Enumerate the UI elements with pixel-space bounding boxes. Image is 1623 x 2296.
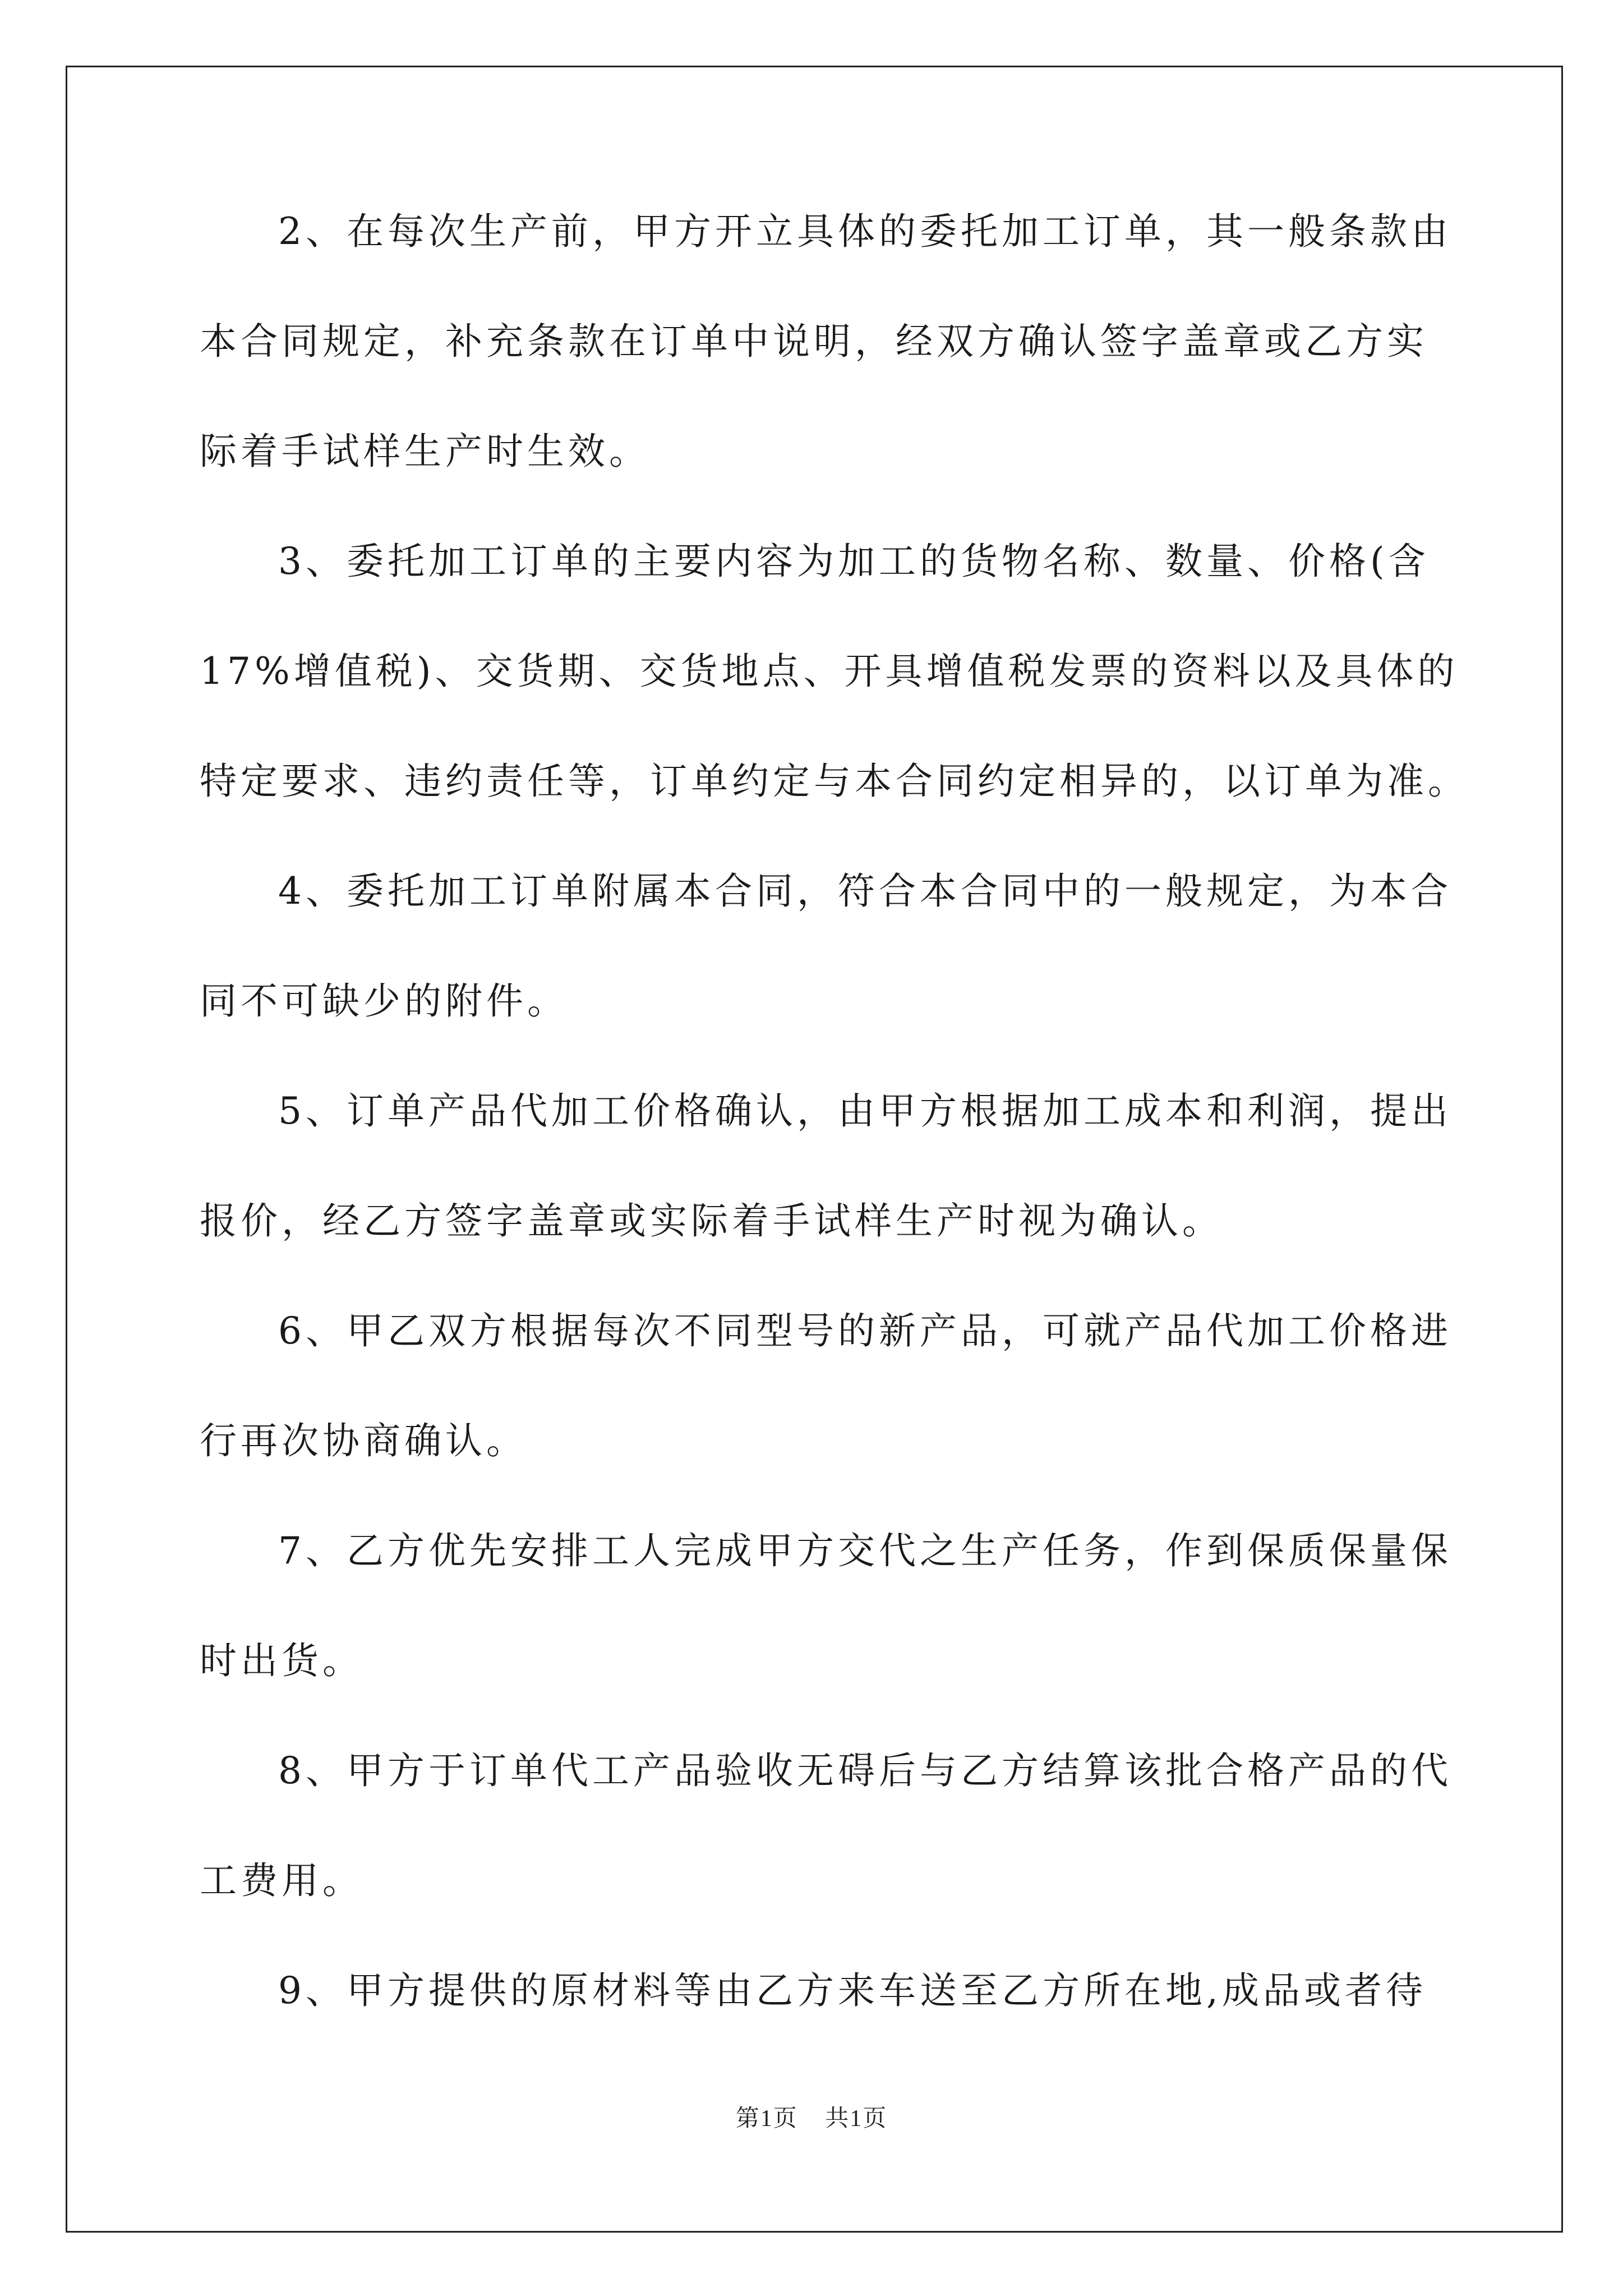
paragraph-2-line-3: 际着手试样生产时生效。 bbox=[200, 430, 650, 473]
paragraph-3-line-2: 17%增值税)、交货期、交货地点、开具增值税发票的资料以及具体的 bbox=[200, 650, 1459, 693]
paragraph-4-line-2: 同不可缺少的附件。 bbox=[200, 979, 568, 1023]
paragraph-4-line-1: 4、委托加工订单附属本合同，符合本合同中的一般规定，为本合 bbox=[278, 869, 1452, 913]
paragraph-5-line-1: 5、订单产品代加工价格确认，由甲方根据加工成本和利润，提出 bbox=[278, 1089, 1452, 1133]
paragraph-5-line-2: 报价，经乙方签字盖章或实际着手试样生产时视为确认。 bbox=[200, 1199, 1223, 1243]
paragraph-6-line-2: 行再次协商确认。 bbox=[200, 1419, 527, 1462]
page-total: 共1页 bbox=[825, 2106, 888, 2132]
paragraph-7-line-1: 7、乙方优先安排工人完成甲方交代之生产任务，作到保质保量保 bbox=[278, 1529, 1452, 1572]
paragraph-9-line-1: 9、甲方提供的原材料等由乙方来车送至乙方所在地,成品或者待 bbox=[278, 1969, 1427, 2012]
paragraph-3-line-3: 特定要求、违约责任等，订单约定与本合同约定相异的，以订单为准。 bbox=[200, 760, 1469, 803]
paragraph-2-line-1: 2、在每次生产前，甲方开立具体的委托加工订单，其一般条款由 bbox=[278, 210, 1452, 253]
page-border bbox=[66, 66, 1563, 2233]
paragraph-8-line-1: 8、甲方于订单代工产品验收无碍后与乙方结算该批合格产品的代 bbox=[278, 1749, 1452, 1792]
paragraph-7-line-2: 时出货。 bbox=[200, 1639, 363, 1682]
paragraph-3-line-1: 3、委托加工订单的主要内容为加工的货物名称、数量、价格(含 bbox=[278, 540, 1430, 583]
page-footer bbox=[0, 2100, 1623, 2133]
paragraph-8-line-2: 工费用。 bbox=[200, 1859, 363, 1902]
paragraph-6-line-1: 6、甲乙双方根据每次不同型号的新产品，可就产品代加工价格进 bbox=[278, 1309, 1452, 1352]
paragraph-2-line-2: 本合同规定，补充条款在订单中说明，经双方确认签字盖章或乙方实 bbox=[200, 320, 1428, 363]
page-number: 第1页 bbox=[735, 2106, 798, 2132]
